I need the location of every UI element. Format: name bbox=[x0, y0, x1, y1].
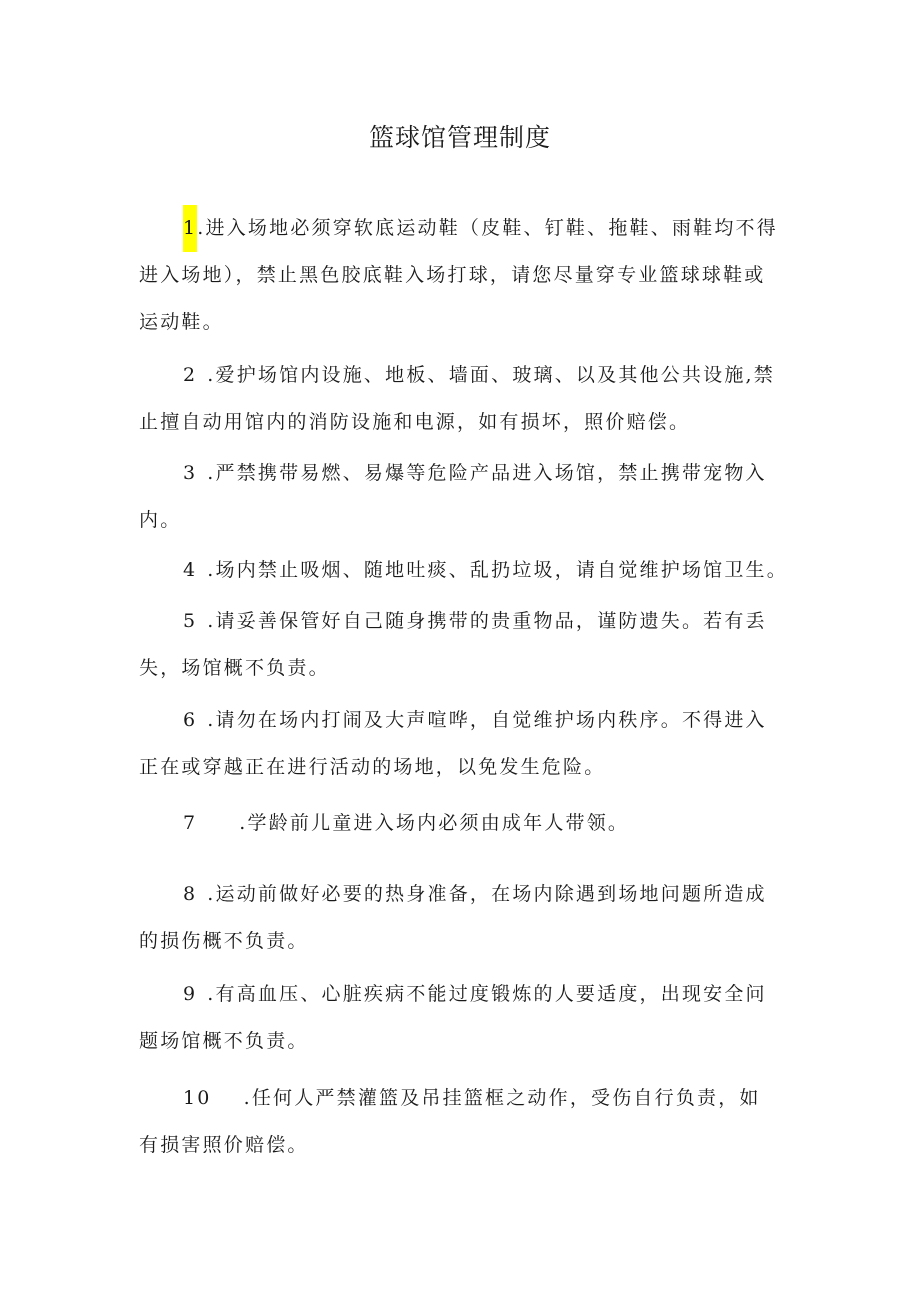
rule-number: 7 bbox=[183, 812, 198, 834]
rule-number: 1 bbox=[183, 205, 197, 252]
rule-item-6 bbox=[139, 697, 799, 791]
rule-text: .请妥善保管好自己随身携带的贵重物品，谨防遗失。若有丢 bbox=[207, 610, 767, 632]
rule-number: 10 bbox=[183, 1087, 212, 1109]
rule-text: 题场馆概不负责。 bbox=[139, 1030, 309, 1052]
rule-text: 进入场地），禁止黑色胶底鞋入场打球，请您尽量穿专业篮球球鞋或 bbox=[139, 264, 766, 286]
rule-number: 6 bbox=[183, 709, 198, 731]
rule-text: 内。 bbox=[139, 509, 182, 531]
rule-number: 3 bbox=[183, 462, 198, 484]
rule-item-5 bbox=[139, 598, 799, 692]
rule-text: 正在或穿越正在进行活动的场地，以免发生危险。 bbox=[139, 756, 606, 778]
rule-text: .请勿在场内打闹及大声喧哗，自觉维护场内秩序。不得进入 bbox=[207, 709, 767, 731]
rule-text: 止擅自动用馆内的消防设施和电源，如有损坏，照价赔偿。 bbox=[139, 411, 691, 433]
rule-item-7 bbox=[139, 800, 799, 847]
rule-item-9 bbox=[139, 971, 799, 1065]
rule-text: .运动前做好必要的热身准备，在场内除遇到场地问题所造成 bbox=[207, 883, 767, 905]
rule-number: 2 bbox=[183, 364, 198, 386]
rule-text: 失，场馆概不负责。 bbox=[139, 657, 330, 679]
rule-text: 有损害照价赔偿。 bbox=[139, 1134, 309, 1156]
rule-text: .任何人严禁灌篮及吊挂篮框之动作，受伤自行负责，如 bbox=[243, 1087, 761, 1109]
rule-text: 的损伤概不负责。 bbox=[139, 930, 309, 952]
rule-text: .有高血压、心脏疾病不能过度锻炼的人要适度，出现安全问 bbox=[207, 983, 767, 1005]
rule-number: 8 bbox=[183, 883, 198, 905]
rule-text: 运动鞋。 bbox=[139, 311, 224, 333]
rule-text: .学龄前儿童进入场内必须由成年人带领。 bbox=[239, 812, 630, 834]
document-title: 篮球馆管理制度 bbox=[368, 123, 551, 152]
rule-item-1 bbox=[139, 205, 799, 346]
rule-number: 4 bbox=[183, 559, 198, 581]
rule-item-3 bbox=[139, 450, 799, 544]
rule-text: .爱护场馆内设施、地板、墙面、玻璃、以及其他公共设施,禁 bbox=[207, 364, 775, 386]
rule-number: 9 bbox=[183, 983, 198, 1005]
rule-text: .进入场地必须穿软底运动鞋（皮鞋、钉鞋、拖鞋、雨鞋均不得 bbox=[197, 217, 778, 239]
rule-item-2 bbox=[139, 352, 799, 446]
rule-text: .严禁携带易燃、易爆等危险产品进入场馆，禁止携带宠物入 bbox=[207, 462, 767, 484]
rule-item-4 bbox=[139, 547, 799, 594]
rule-item-8 bbox=[139, 871, 799, 965]
rule-text: .场内禁止吸烟、随地吐痰、乱扔垃圾，请自觉维护场馆卫生。 bbox=[207, 559, 788, 581]
rule-item-10 bbox=[139, 1075, 799, 1169]
rule-number: 5 bbox=[183, 610, 198, 632]
